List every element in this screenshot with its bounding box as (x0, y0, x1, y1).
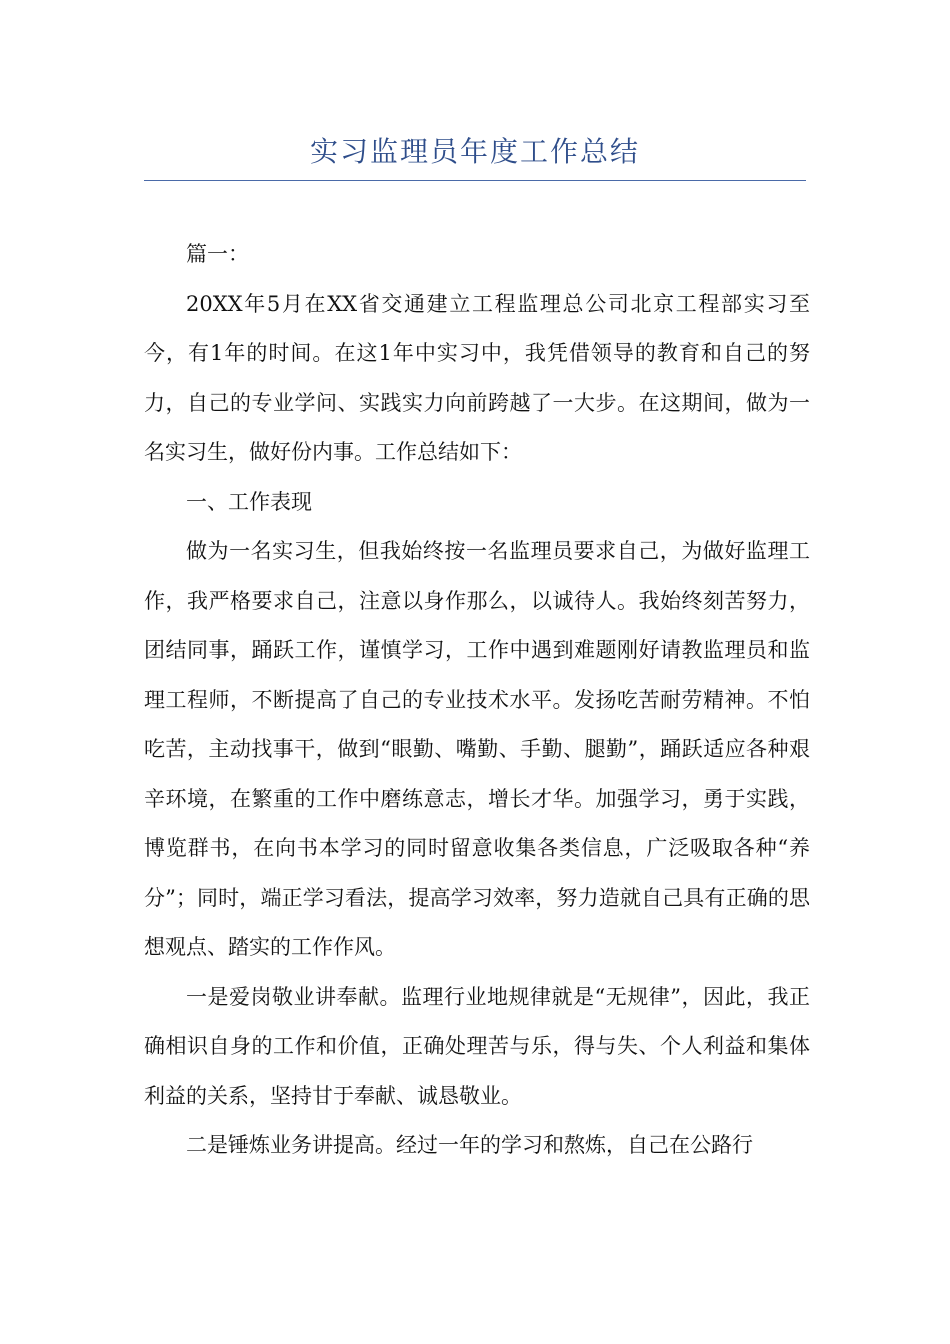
work-performance-paragraph: 做为一名实习生，但我始终按一名监理员要求自己，为做好监理工作，我严格要求自己，注意以身作那么，以诚待人。我始终刻苦努力，团结同事，踊跃工作，谨慎学习，工作中遇到难题刚好请教监理员和监理工程师，不断提高了自己的专业技术水平。发扬吃苦耐劳精神。不怕吃苦，主动找事干，做到“眼勤、嘴勤、手勤、腿勤”，踊跃适应各种艰辛环境，在繁重的工作中磨练意志，增长才华。加强学习，勇于实践，博览群书，在向书本学习的同时留意收集各类信息，广泛吸取各种“养分”；同时，端正学习看法，提高学习效率，努力造就自己具有正确的思想观点、踏实的工作作风。 (144, 539, 810, 959)
title-underline (144, 180, 806, 181)
document-body (144, 230, 810, 1171)
intro-paragraph: 20XX年5月在XX省交通建立工程监理总公司北京工程部实习至今，有1年的时间。在这1年中实习中，我凭借领导的教育和自己的努力，自己的专业学问、实践实力向前跨越了一大步。在这期间，做为一名实习生，做好份内事。工作总结如下： (144, 291, 810, 464)
section-heading-part-one: 篇一： (186, 242, 249, 266)
dedication-paragraph: 一是爱岗敬业讲奉献。监理行业地规律就是“无规律”，因此，我正确相识自身的工作和价值，正确处理苦与乐，得与失、个人利益和集体利益的关系，坚持甘于奉献、诚恳敬业。 (144, 984, 810, 1108)
document-title: 实习监理员年度工作总结 (309, 135, 640, 168)
section-heading-work-performance: 一、工作表现 (186, 489, 312, 514)
skills-paragraph: 二是锤炼业务讲提高。经过一年的学习和熬炼，自己在公路行 (186, 1133, 753, 1157)
